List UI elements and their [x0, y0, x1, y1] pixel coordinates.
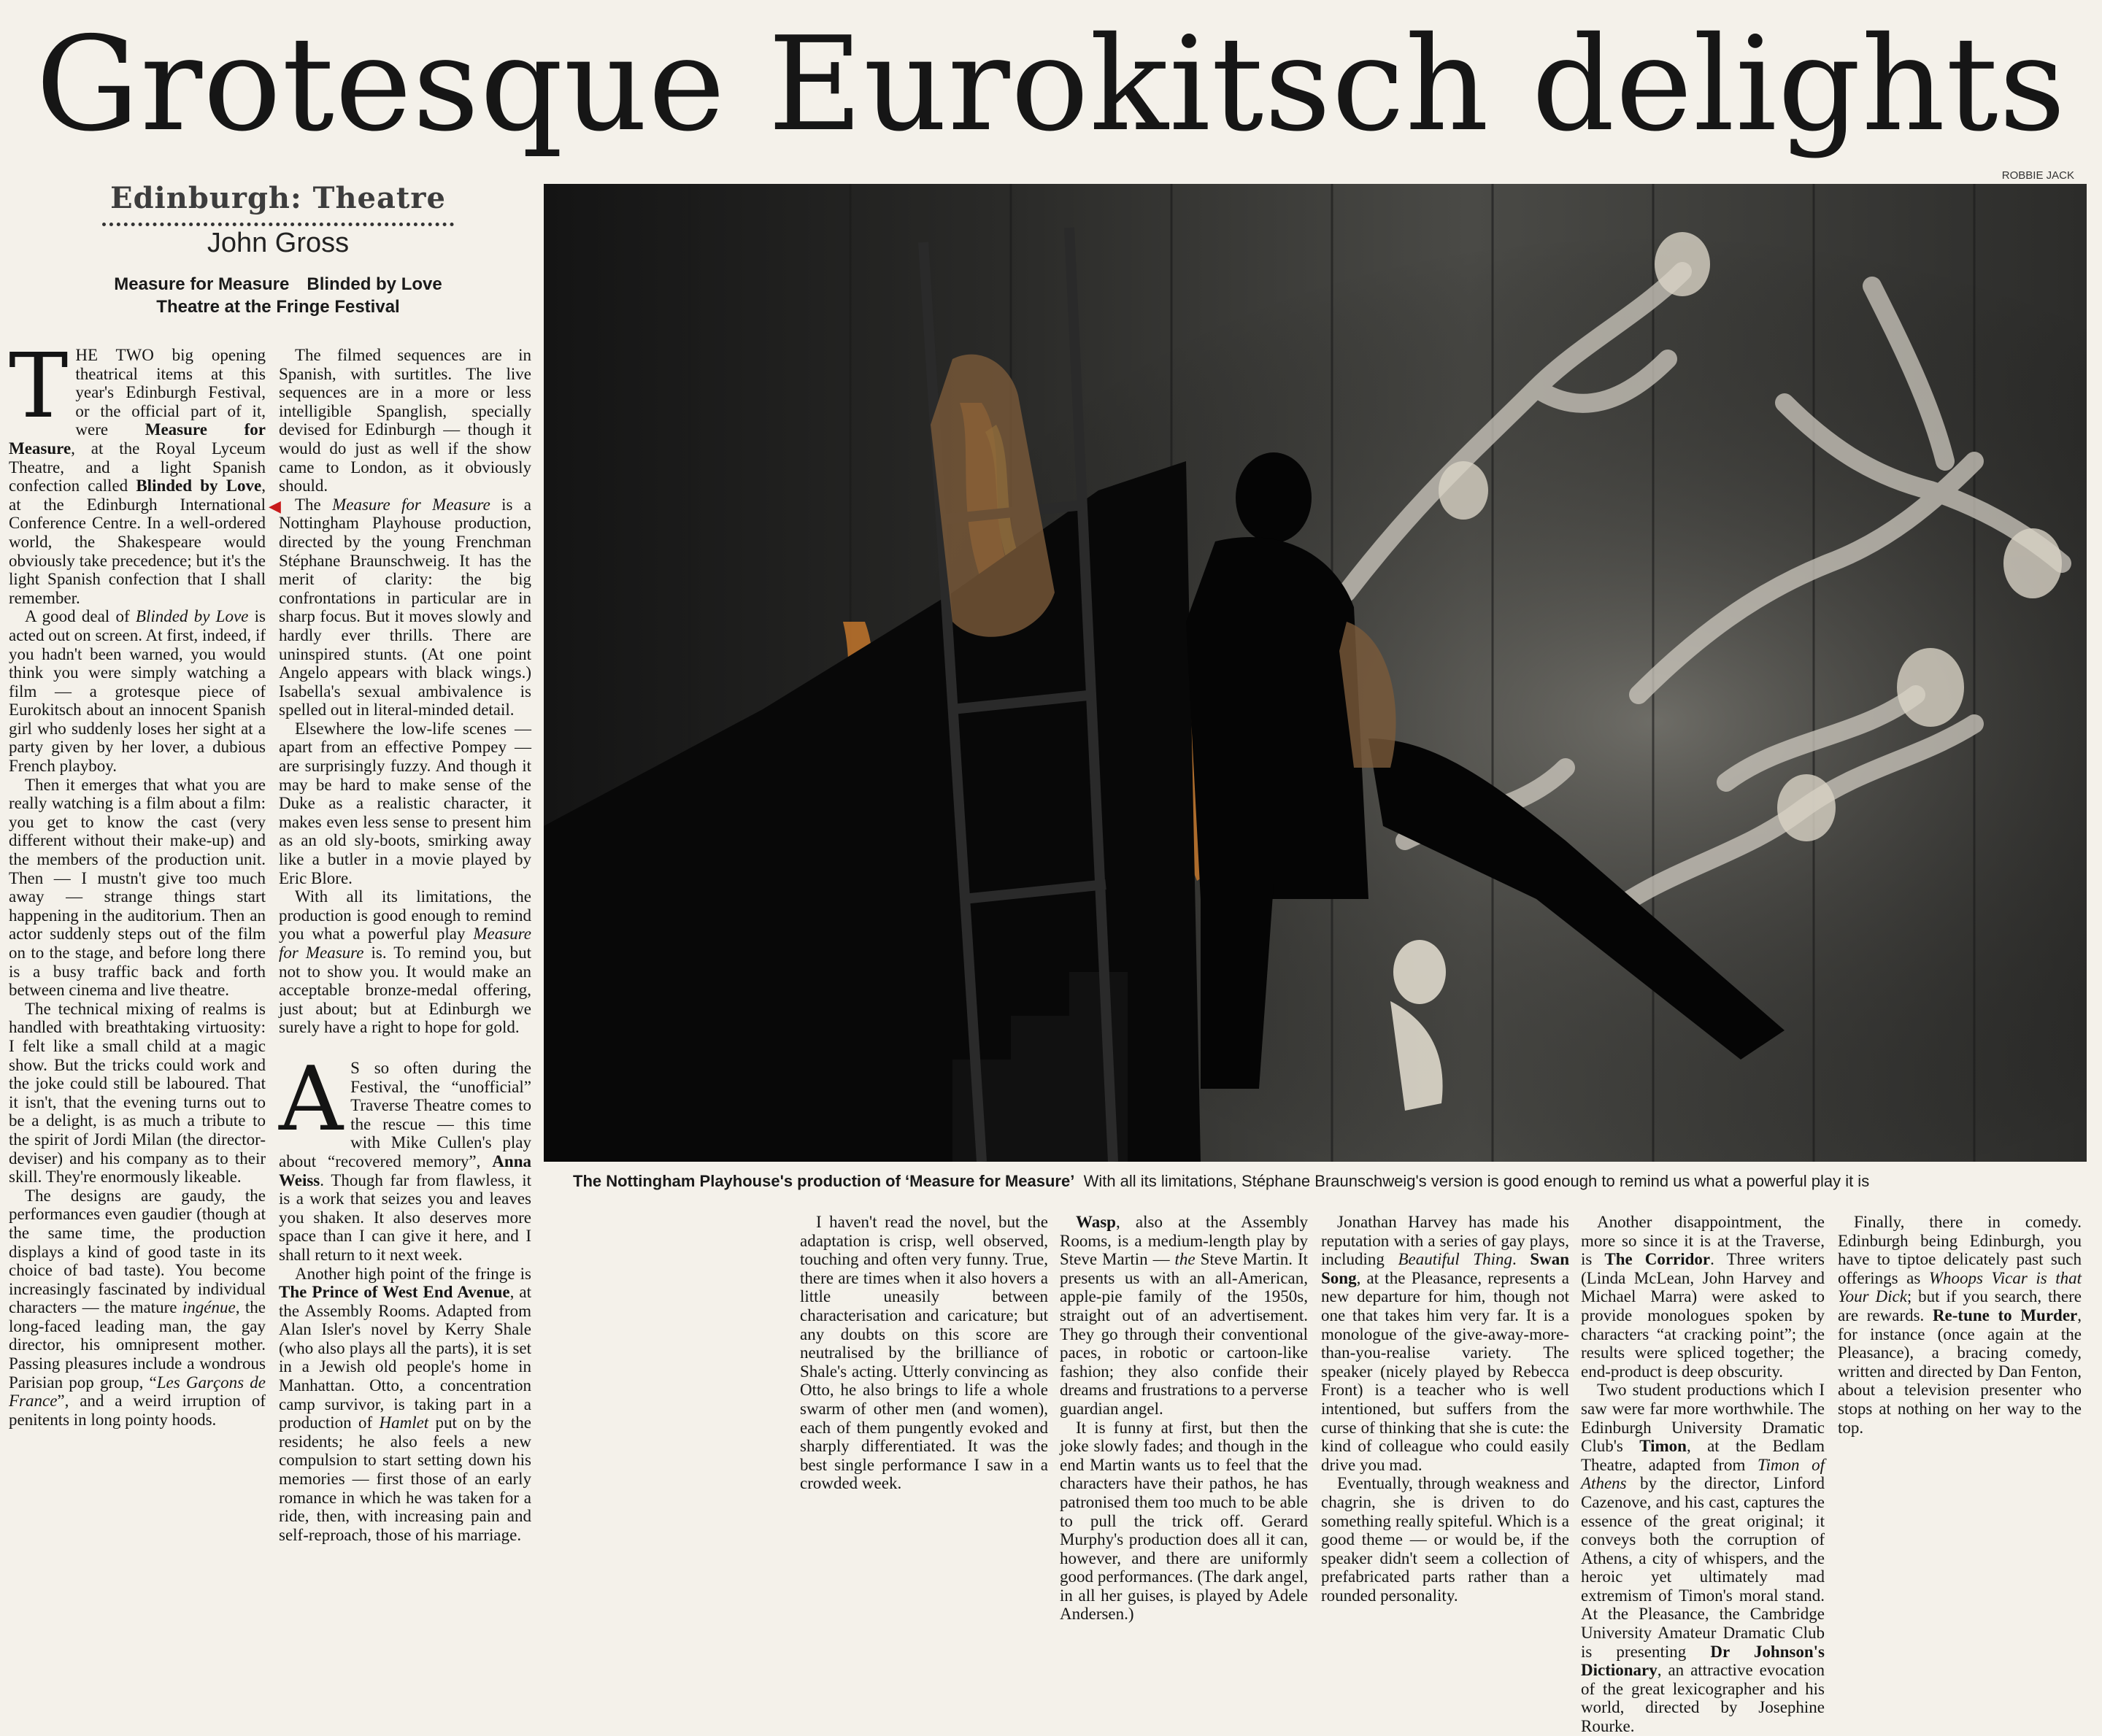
venue-label: Theatre at the Fringe Festival	[156, 297, 400, 317]
drop-cap-t: T	[9, 334, 69, 438]
byline: John Gross	[207, 228, 350, 258]
paragraph-7: The Measure for Measure is a Nottingham Playhouse production, directed by the young Frenchman Stéphane Braunschweig. It has the merit of clarity: the big confrontations in particular are in sharp focus. But it moves slowly and hardly ever thrills. There are uninspired stunts. (At one point Angelo appears with black wings.) Isabella's sexual ambivalence is spelled out in literal-minded detail.	[279, 495, 531, 720]
photo-caption	[573, 1170, 2076, 1192]
headline: Grotesque Eurokitsch delights	[35, 9, 2067, 160]
paragraph-17: Another disappointment, the more so since it is at the Traverse, is The Corridor. Three writers (Linda McLean, John Harvey and Michael Marra) were asked to provide monologues spoken by characters “at cracking point”; the results were spliced together; the end-product is deep obscurity.	[1581, 1213, 1825, 1381]
blinded-by-love-link: Blinded by Love	[136, 477, 262, 495]
article-column-3	[800, 1213, 1048, 1493]
red-arrow-annotation-icon: ◀	[269, 498, 281, 516]
paragraph-8: Elsewhere the low-life scenes — apart from an effective Pompey — are surprisingly fuzzy. And though it may be hard to make sense of the Duke as a realistic character, it makes even less sense to present him as an old sly-boots, smirking away like a butler in a movie played by Eric Blore.	[279, 719, 531, 887]
caption-text: With all its limitations, Stéphane Braunschweig's version is good enough to remind us what a powerful play it is	[1083, 1172, 1870, 1190]
article-column-2	[279, 346, 531, 1544]
paragraph-1: THE TWO big opening theatrical items at this year's Edinburgh Festival, or the official part of it, were Measure for Measure, at the Royal Lyceum Theatre, and a light Spanish confection called Blinded by Love, at the Edinburgh International Conference Centre. In a well-ordered world, the Shakespeare would obviously take precedence; but it's the light Spanish confection that I shall remember.	[9, 334, 266, 607]
photo-credit: ROBBIE JACK	[2001, 169, 2074, 182]
section-label: Edinburgh: Theatre	[102, 181, 454, 226]
paragraph-9: With all its limitations, the production is good enough to remind you what a powerful play Measure for Measure is. To remind you, but not to show you. It would make an acceptable bronze-medal offering, just about; but at Edinburgh we surely have a right to hope for gold.	[279, 887, 531, 1037]
paragraph-12: I haven't read the novel, but the adaptation is crisp, well observed, touching and often very funny. True, there are times when it also hovers a little uneasily between characterisation and caricature; but any doubts on this score are neutralised by the brilliance of Shale's acting. Utterly convincing as Otto, he also brings to life a whole swarm of other men (and women), each of them pungently evoked and sharply differentiated. It was the best single performance I saw in a crowded week.	[800, 1213, 1048, 1493]
paragraph-19: Finally, there in comedy. Edinburgh being Edinburgh, you have to tiptoe delicately past such offerings as Whoops Vicar is that Your Dick; but if you search, there are rewards. Re-tune to Murder, for instance (once again at the Pleasance), a bracing comedy, written and directed by Dan Fenton, about a television presenter who stops at nothing on her way to the top.	[1838, 1213, 2082, 1437]
show-title-2: Blinded by Love	[307, 274, 442, 294]
paragraph-16: Eventually, through weakness and chagrin, she is driven to do something really spiteful. Which is a good theme — or would be, if the speaker didn't seem a collection of prefabricated parts rather than a rounded personality.	[1321, 1474, 1569, 1605]
stage-photo-illustration	[544, 184, 2087, 1162]
article-column-4	[1060, 1213, 1308, 1624]
paragraph-14: It is funny at first, but then the joke slowly fades; and though in the end Martin wants us to feel that the characters have their pathos, he has patronised them too much to be able to pull the trick off. Gerard Murphy's production does all it can, however, and there are uniformly good performances. (The dark angel, in all her guises, is played by Adele Andersen.)	[1060, 1418, 1308, 1624]
paragraph-18: Two student productions which I saw were far more worthwhile. The Edinburgh University Dramatic Club's Timon, at the Bedlam Theatre, adapted from Timon of Athens by the director, Linford Cazenove, and his cast, captures the essence of the great original; it conveys both the corruption of Athens, a city of whispers, and the heroic yet ultimately mad extremism of Timon's moral stand. At the Pleasance, the Cambridge University Amateur Dramatic Club is presenting Dr Johnson's Dictionary, an attractive evocation of the great lexicographer and his world, directed by Josephine Rourke.	[1581, 1381, 1825, 1736]
article-column-6	[1581, 1213, 1825, 1736]
article-column-1	[9, 334, 266, 1429]
article-column-7	[1838, 1213, 2082, 1437]
paragraph-11: Another high point of the fringe is The Prince of West End Avenue, at the Assembly Rooms. Adapted from Alan Isler's novel by Kerry Shale (who also plays all the parts), it is set in a Jewish old people's home in Manhattan. Otto, a concentration camp survivor, is taking part in a production of Hamlet put on by the residents; he also feels a new compulsion to start setting down his memories — first those of an early romance in which he was taken for a ride, then, with increasing pain and self-reproach, those of his marriage.	[279, 1264, 531, 1544]
caption-bold: The Nottingham Playhouse's production of ‘Measure for Measure’	[573, 1172, 1075, 1190]
stage-photograph	[544, 184, 2087, 1162]
show-title-1: Measure for Measure	[114, 274, 290, 294]
paragraph-15: Jonathan Harvey has made his reputation with a series of gay plays, including Beautiful Thing. Swan Song, at the Pleasance, represents a new departure for him, though not one that takes him very far. It is a monologue of the give-away-more-than-you-realise variety. The speaker (nicely played by Rebecca Front) is a teacher who is well intentioned, but suffers from the curse of thinking that she is cute: the kind of colleague who could easily drive you mad.	[1321, 1213, 1570, 1474]
paragraph-3: Then it emerges that what you are really watching is a film about a film: you get to know the cast (very different without their make-up) and the members of the production unit. Then — I mustn't give too much away — strange things start happening in the auditorium. Then an actor suddenly steps out of the film on to the stage, and before long there is a busy traffic back and forth between cinema and live theatre.	[9, 775, 266, 1000]
paragraph-2: A good deal of Blinded by Love is acted out on screen. At first, indeed, if you hadn't been warned, you would think you were simply watching a film — a grotesque piece of Eurokitsch about an innocent Spanish girl who suddenly loses her sight at a party given by her lover, a dubious French playboy.	[9, 607, 266, 776]
article-column-5	[1321, 1213, 1569, 1605]
show-credits	[92, 273, 464, 318]
paragraph-13: Wasp, also at the Assembly Rooms, is a medium-length play by Steve Martin — the Steve Martin. It presents us with an all-American, apple-pie family of the 1950s, straight out of an advertisement. They go through their conventional paces, in robotic or cartoon-like fashion; they also confide their dreams and frustrations to a perverse guardian angel.	[1060, 1213, 1308, 1418]
paragraph-4: The technical mixing of realms is handled with breathtaking virtuosity: I felt like a small child at a magic show. But the tricks could work and the joke could still be laboured. That it isn't, that the evening turns out to be a delight, is as much a tribute to the spirit of Jordi Milan (the director-deviser) and his company as to their skill. They're enormously likeable.	[9, 999, 266, 1187]
drop-cap-a: A	[279, 1046, 344, 1151]
paragraph-5: The designs are gaudy, the performances even gaudier (though at the same time, the production displays a kind of good taste in its choice of bad taste). You become increasingly fascinated by individual characters — the mature ingénue, the long-faced leading man, the gay director, his omnipresent mother. Passing pleasures include a wondrous Parisian pop group, “Les Garçons de France”, and a weird irruption of penitents in long pointy hoods.	[9, 1186, 266, 1429]
paragraph-10: A S so often during the Festival, the “unofficial” Traverse Theatre comes to the rescue — this time with Mike Cullen's play about “recovered memory”, Anna Weiss. Though far from flawless, it is a work that seizes you and leaves you shaken. It also deserves more space than I can give it here, and I shall return to it next week.	[279, 1046, 531, 1264]
paragraph-6: The filmed sequences are in Spanish, with surtitles. The live sequences are in a more or less intelligible Spanglish, specially devised for Edinburgh — though it would do just as well if the show came to London, as it obviously should.	[279, 346, 531, 495]
